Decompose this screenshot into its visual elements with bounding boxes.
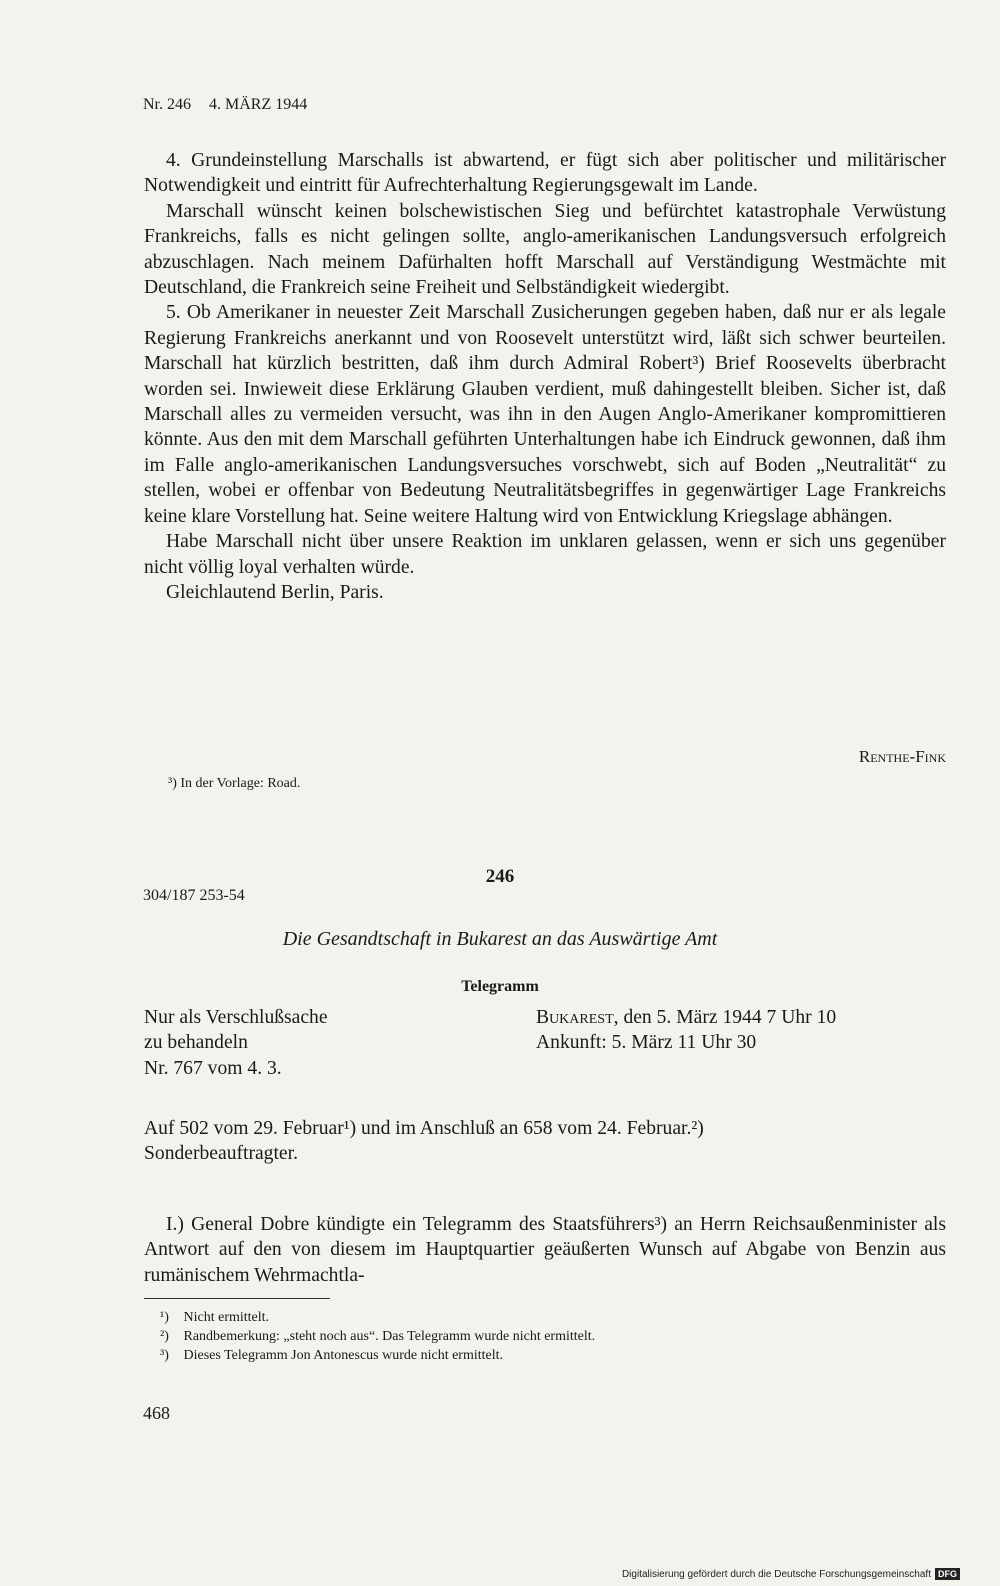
footnote-mark: ³) <box>160 1348 169 1363</box>
paragraph: Sonderbeauftragter. <box>144 1143 298 1165</box>
paragraph: I.) General Dobre kündigte ein Telegramm des Staatsführers³) an Herrn Reichsaußenminister als Antwort auf den von diesem im Hauptquartier geäußerten Wunsch auf Abgabe von Benzin aus rumänischem Wehrmachtla- <box>144 1214 946 1286</box>
paragraph: Habe Marschall nicht über unsere Reaktion im unklaren gelassen, wenn er sich uns gegenüber nicht völlig loyal verhalten würde. <box>144 531 946 578</box>
footnote-top: ³) In der Vorlage: Road. <box>168 776 301 791</box>
footnote <box>160 1308 595 1327</box>
footnotes <box>160 1308 595 1365</box>
sent-place: Bukarest <box>536 1007 614 1028</box>
footnote-mark: ²) <box>160 1329 169 1344</box>
sent-info <box>536 1005 836 1030</box>
classification-line-2: zu behandeln <box>144 1032 248 1054</box>
paragraph: Auf 502 vom 29. Februar¹) und im Anschluß an 658 vom 24. Februar.²) <box>144 1118 704 1139</box>
paragraph: Gleichlautend Berlin, Paris. <box>166 581 384 603</box>
header-date: 4. MÄRZ 1944 <box>209 96 308 113</box>
document-number: 246 <box>485 866 515 887</box>
sent-time: , den 5. März 1944 7 Uhr 10 <box>613 1007 837 1028</box>
footnote <box>160 1327 595 1346</box>
page-number: 468 <box>143 1403 170 1423</box>
telegram-meta <box>144 1005 946 1081</box>
classification-line-1: Nur als Verschlußsache <box>144 1007 328 1028</box>
credit-text: Digitalisierung gefördert durch die Deutsche Forschungsgemeinschaft <box>621 1568 931 1580</box>
body-block-2 <box>144 1116 946 1167</box>
running-header <box>143 96 307 114</box>
file-reference: 304/187 253-54 <box>143 887 245 904</box>
dfg-logo-icon: DFG <box>935 1568 960 1580</box>
footnote-text: Randbemerkung: „steht noch aus“. Das Telegramm wurde nicht ermittelt. <box>183 1329 596 1344</box>
footnote-mark: ¹) <box>160 1310 169 1325</box>
document-route: Die Gesandtschaft in Bukarest an das Auswärtige Amt <box>282 928 718 950</box>
footnote-text: Nicht ermittelt. <box>183 1310 270 1325</box>
digitization-credit <box>622 1568 960 1580</box>
signature: Renthe-Fink <box>858 747 946 766</box>
paragraph: Marschall wünscht keinen bolschewistischen Sieg und befürchtet katastrophale Verwüstung Frankreichs, falls es nicht gelingen sollte, anglo-amerikanischen Landungsversuch erfolgreich abzuschlagen. Nach meinem Dafürhalten hofft Marschall auf Verständigung Westmächte mit Deutschland, die Frankreich seine Freiheit und Selbständigkeit wiedergibt. <box>144 200 946 299</box>
body-block-1 <box>144 148 946 605</box>
arrival-info: Ankunft: 5. März 11 Uhr 30 <box>536 1032 757 1054</box>
telegram-number: Nr. 767 vom 4. 3. <box>144 1057 282 1079</box>
footnote-rule <box>144 1298 330 1299</box>
body-block-3 <box>144 1212 946 1288</box>
footnote-text: Dieses Telegramm Jon Antonescus wurde nicht ermittelt. <box>183 1348 504 1363</box>
paragraph: 5. Ob Amerikaner in neuester Zeit Marschall Zusicherungen gegeben haben, daß nur er als legale Regierung Frankreichs anerkannt und von Roosevelt unterstützt wird, läßt sich schwer beurteilen. Marschall hat kürzlich bestritten, daß ihm durch Admiral Robert³) Brief Roosevelts überbracht worden sei. Inwieweit diese Erklärung Glauben verdient, muß dahingestellt bleiben. Sicher ist, daß Marschall alles zu vermeiden versucht, was ihn in den Augen Anglo-Amerikaner kompromittieren könnte. Aus den mit dem Marschall geführten Unterhaltungen habe ich Eindruck gewonnen, daß ihm im Falle anglo-amerikanischen Landungsversuches vorschwebt, sich auf Boden „Neutralität“ zu stellen, wobei er offenbar von Bedeutung Neutralitätsbegriffes in gegenwärtiger Lage Frankreichs keine klare Vorstellung hat. Seine weitere Haltung wird von Entwicklung Kriegslage abhängen. <box>144 302 946 527</box>
header-number: Nr. 246 <box>143 96 191 113</box>
footnote <box>160 1346 595 1365</box>
telegram-label: Telegramm <box>461 978 539 995</box>
paragraph: 4. Grundeinstellung Marschalls ist abwartend, er fügt sich aber politischer und militärischer Notwendigkeit und eintritt für Aufrechterhaltung Regierungsgewalt im Lande. <box>144 150 946 197</box>
